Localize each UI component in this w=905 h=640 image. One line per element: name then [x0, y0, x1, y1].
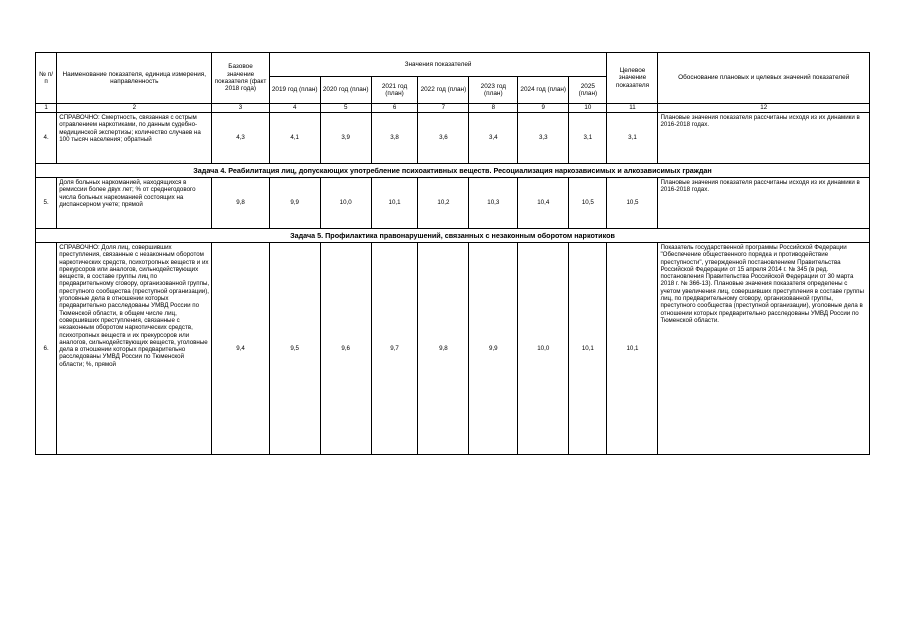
header-year: 2021 год (план): [371, 77, 418, 104]
row-value: 9,8: [418, 243, 469, 455]
header-target: Целевое значение показателя: [607, 53, 658, 104]
header-justification: Обоснование плановых и целевых значений показателей: [658, 53, 870, 104]
column-number: 8: [469, 104, 518, 113]
row-base: 9,8: [212, 178, 269, 229]
column-number: 7: [418, 104, 469, 113]
header-year: 2020 год (план): [320, 77, 371, 104]
row-value: 10,2: [418, 178, 469, 229]
column-number: 11: [607, 104, 658, 113]
column-number: 12: [658, 104, 870, 113]
table-row: [36, 113, 870, 164]
row-value: 3,3: [518, 113, 569, 164]
header-name: Наименование показателя, единица измерения, направленность: [57, 53, 212, 104]
row-target: 10,5: [607, 178, 658, 229]
column-number: 10: [569, 104, 607, 113]
header-year: 2024 год (план): [518, 77, 569, 104]
row-justification: Плановые значения показателя рассчитаны исходя из их динамики в 2016-2018 годах.: [658, 178, 870, 229]
row-name: СПРАВОЧНО: Доля лиц, совершивших преступления, связанные с незаконным оборотом наркотических средств, психотропных веществ и их прекурсоров или аналогов, сильнодействующих веществ, в составе группы лиц по предварительному сговору, организованной группы, преступного сообщества (преступной организации), уголовные дела в отношении которых предварительно расследованы УМВД России по Тюменской области, в общем числе лиц, совершивших преступления, связанные с незаконным оборотом наркотических средств, психотропных веществ и их прекурсоров или аналогов, сильнодействующих веществ, уголовные дела в отношении которых предварительно расследованы УМВД России по Тюменской области; %, прямой: [57, 243, 212, 455]
table-row: [36, 243, 870, 455]
header-num: № п/п: [36, 53, 57, 104]
row-value: 10,0: [518, 243, 569, 455]
header-base: Базовое значение показателя (факт 2018 года): [212, 53, 269, 104]
row-value: 4,1: [269, 113, 320, 164]
row-value: 10,4: [518, 178, 569, 229]
column-number: 4: [269, 104, 320, 113]
task-5-title: Задача 5. Профилактика правонарушений, связанных с незаконным оборотом наркотиков: [36, 229, 870, 243]
header-row: [36, 53, 870, 77]
row-value: 9,5: [269, 243, 320, 455]
column-number: 6: [371, 104, 418, 113]
row-value: 10,1: [569, 243, 607, 455]
row-justification: Плановые значения показателя рассчитаны исходя из их динамики в 2016-2018 годах.: [658, 113, 870, 164]
table-row: [36, 178, 870, 229]
row-value: 9,6: [320, 243, 371, 455]
row-name: Доля больных наркоманией, находящихся в ремиссии более двух лет; % от среднегодового числа больных наркоманией состоящих на диспансерном учете; прямой: [57, 178, 212, 229]
row-justification: Показатель государственной программы Российской Федерации "Обеспечение общественного порядка и противодействие преступности", утвержденной постановлением Правительства Российской Федерации от 15 апреля 2014 г. № 345 (в ред. постановления Правительства Российской Федерации от 30 марта 2018 г. № 366-13). Плановые значения показателя определены с учетом увеличения лиц, совершивших преступления в составе группы лиц, по предварительному сговору, организованной группы, преступного сообщества (преступной организации), уголовные дела в отношении которых предварительно расследованы УМВД России по Тюменской области.: [658, 243, 870, 455]
column-number: 5: [320, 104, 371, 113]
row-target: 3,1: [607, 113, 658, 164]
header-year: 2025 (план): [569, 77, 607, 104]
row-value: 3,1: [569, 113, 607, 164]
row-num: 6.: [36, 243, 57, 455]
row-value: 10,0: [320, 178, 371, 229]
column-number: 9: [518, 104, 569, 113]
row-value: 10,1: [371, 178, 418, 229]
row-num: 4.: [36, 113, 57, 164]
row-value: 3,4: [469, 113, 518, 164]
task-heading-row: [36, 229, 870, 243]
row-value: 9,9: [269, 178, 320, 229]
row-num: 5.: [36, 178, 57, 229]
header-year: 2022 год (план): [418, 77, 469, 104]
header-values-group: Значения показателей: [269, 53, 607, 77]
indicators-table: [35, 52, 870, 455]
row-value: 3,9: [320, 113, 371, 164]
task-4-title: Задача 4. Реабилитация лиц, допускающих употребление психоактивных веществ. Ресоциализация наркозависимых и алкозависимых граждан: [36, 164, 870, 178]
column-numbers-row: [36, 104, 870, 113]
header-year: 2023 год (план): [469, 77, 518, 104]
row-name: СПРАВОЧНО: Смертность, связанная с острым отравлением наркотиками, по данным судебно-медицинской экспертизы; количество случаев на 100 тысяч населения; обратный: [57, 113, 212, 164]
column-number: 3: [212, 104, 269, 113]
row-value: 9,7: [371, 243, 418, 455]
header-year: 2019 год (план): [269, 77, 320, 104]
task-heading-row: [36, 164, 870, 178]
row-base: 4,3: [212, 113, 269, 164]
row-value: 10,5: [569, 178, 607, 229]
row-base: 9,4: [212, 243, 269, 455]
column-number: 1: [36, 104, 57, 113]
row-value: 3,8: [371, 113, 418, 164]
row-value: 10,3: [469, 178, 518, 229]
row-target: 10,1: [607, 243, 658, 455]
column-number: 2: [57, 104, 212, 113]
row-value: 3,6: [418, 113, 469, 164]
row-value: 9,9: [469, 243, 518, 455]
